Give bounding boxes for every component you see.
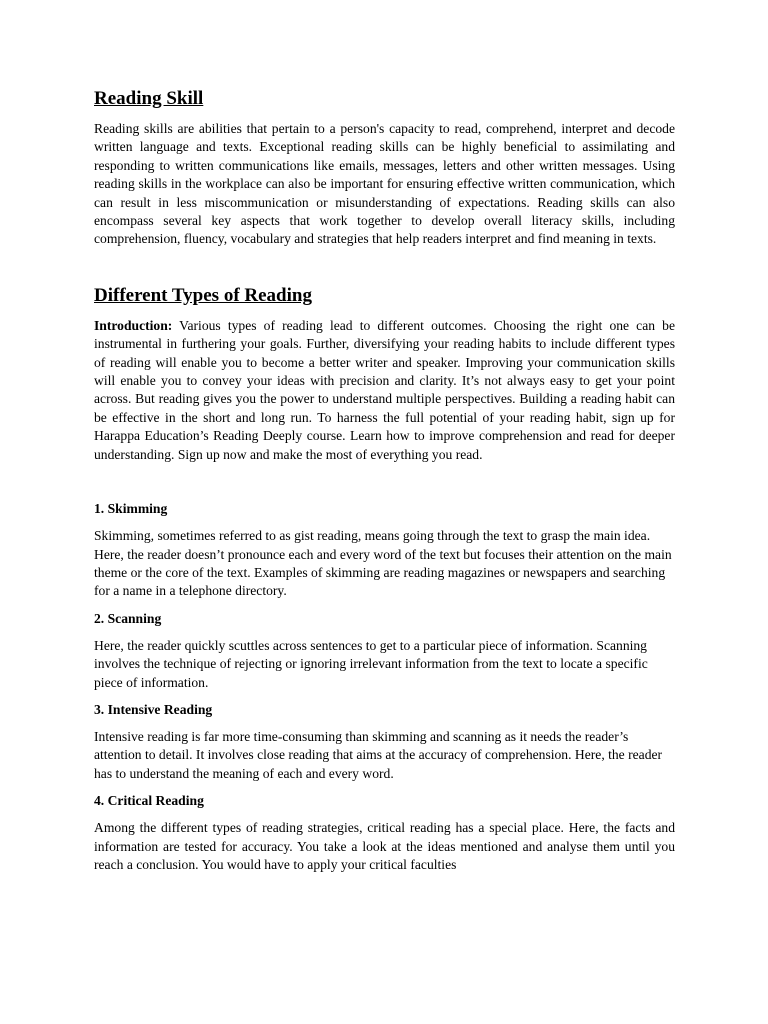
scanning-paragraph: Here, the reader quickly scuttles across sentences to get to a particular piece of information. Scanning involves the technique of rejecting or ignoring irrelevant information from the text to locate a specific piece of information. <box>94 637 648 690</box>
document-page <box>94 86 675 874</box>
introduction-paragraph <box>94 317 675 464</box>
critical-reading-heading: 4. Critical Reading <box>94 793 204 809</box>
skimming-paragraph: Skimming, sometimes referred to as gist reading, means going through the text to grasp the main idea. Here, the reader doesn’t pronounce each and every word of the text but focuses their attention on the main theme or the core of the text. Examples of skimming are reading magazines or newspapers and searching for a name in a telephone directory. <box>94 528 672 599</box>
introduction-label: Introduction: <box>94 317 173 333</box>
intensive-reading-paragraph: Intensive reading is far more time-consuming than skimming and scanning as it needs the reader’s attention to detail. It involves close reading that aims at the accuracy of comprehension. Here, the reader has to understand the meaning of each and every word. <box>94 728 663 781</box>
introduction-text: Various types of reading lead to different outcomes. Choosing the right one can be instrumental in furthering your goals. Further, diversifying your reading habits to include different types of reading will enable you to become a better writer and speaker. Improving your communication skills will enable you to convey your ideas with precision and clarity. It’s not always easy to get your point across. But reading gives you the power to understand multiple perspectives. Building a reading habit can be effective in the short and long run. To harness the full potential of your reading habit, sign up for Harappa Education’s Reading Deeply course. Learn how to improve comprehension and read for deeper understanding. Sign up now and make the most of everything you read. <box>94 317 675 462</box>
reading-skill-paragraph: Reading skills are abilities that pertain to a person's capacity to read, comprehend, interpret and decode written language and texts. Exceptional reading skills can be highly beneficial to assimilating and responding to written communications like emails, messages, letters and other written messages. Using reading skills in the workplace can also be important for ensuring effective written communication, which can result in less miscommunication or misunderstanding of expectations. Reading skills can also encompass several key aspects that work together to develop overall literacy skills, including comprehension, fluency, vocabulary and strategies that help readers interpret and find meaning in texts. <box>94 121 675 247</box>
intensive-reading-heading: 3. Intensive Reading <box>94 701 213 717</box>
skimming-heading: 1. Skimming <box>94 501 168 517</box>
types-of-reading-title: Different Types of Reading <box>94 284 312 306</box>
reading-skill-title: Reading Skill <box>94 88 204 109</box>
scanning-heading: 2. Scanning <box>94 610 162 626</box>
critical-reading-paragraph: Among the different types of reading strategies, critical reading has a special place. Here, the facts and information are tested for accuracy. You take a look at the ideas mentioned and analyse them until you reach a conclusion. You would have to apply your critical faculties <box>94 820 675 872</box>
